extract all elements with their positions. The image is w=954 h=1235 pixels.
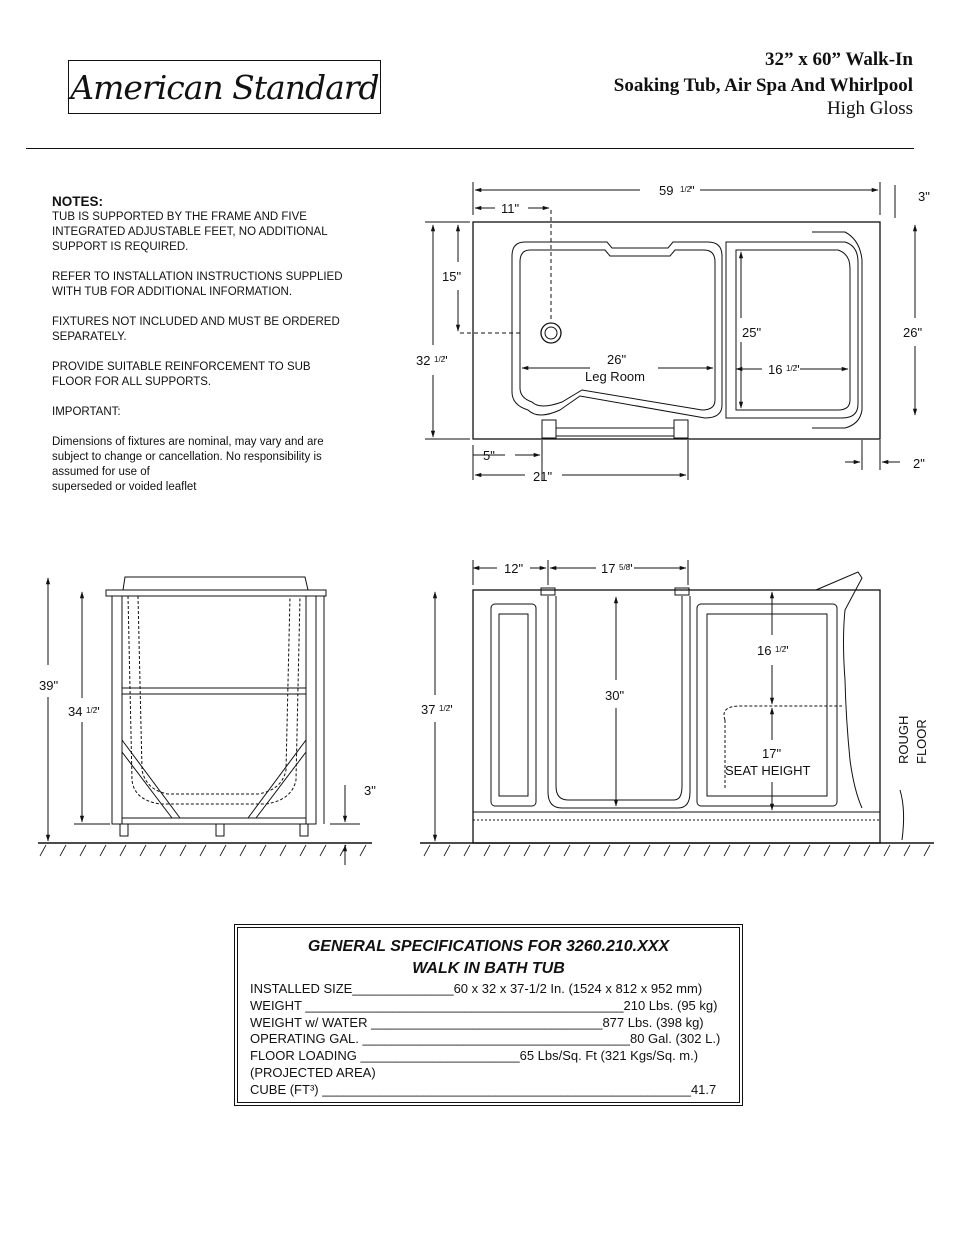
spec-title-line1: GENERAL SPECIFICATIONS FOR 3260.210.XXX xyxy=(307,938,670,955)
spec-fill: ____________________________________________ xyxy=(305,998,624,1013)
spec-value: 80 Gal. (302 L.) xyxy=(629,1031,721,1046)
spec-value: 41.7 xyxy=(690,1082,717,1097)
spec-fill: ___________________________________________________ xyxy=(322,1082,691,1097)
spec-fill: ______________________ xyxy=(360,1048,520,1063)
dim-overall-length: 59 xyxy=(659,183,674,198)
spec-row xyxy=(250,1082,716,1097)
dim-leg-room: 26" xyxy=(607,352,627,367)
dim-door-height: 30" xyxy=(605,688,625,703)
spec-value: 877 Lbs. (398 kg) xyxy=(602,1015,704,1030)
spec-title-line2: WALK IN BATH TUB xyxy=(412,960,565,977)
dim-door-offset: 5" xyxy=(483,448,495,463)
product-title-line2: Soaking Tub, Air Spa And Whirlpool xyxy=(613,75,913,96)
spec-row xyxy=(250,1065,376,1080)
dim-height-rim-frac: 1/2 xyxy=(86,706,98,715)
spec-value: 65 Lbs/Sq. Ft (321 Kgs/Sq. m.) xyxy=(519,1048,699,1063)
spec-label: WEIGHT w/ WATER xyxy=(250,1015,372,1030)
spec-value: 60 x 32 x 37-1/2 In. (1524 x 812 x 952 mm) xyxy=(453,981,703,996)
end-view xyxy=(38,577,372,865)
spec-label: FLOOR LOADING xyxy=(250,1048,361,1063)
plan-view xyxy=(425,182,915,480)
dim-height-rim: 34 xyxy=(68,704,83,719)
product-title-line1: 32” x 60” Walk-In xyxy=(765,49,913,70)
front-view xyxy=(420,560,934,856)
spec-row xyxy=(250,1015,704,1030)
note-item: IMPORTANT: xyxy=(52,406,121,418)
dim-door-opening: 17 xyxy=(601,561,616,576)
dim-seat-depth: 25" xyxy=(742,325,762,340)
spec-label: CUBE (FT³) xyxy=(250,1082,323,1097)
dim-total-height-frac: 1/2 xyxy=(439,704,451,713)
note-item: FIXTURES NOT INCLUDED AND MUST BE ORDERED SEPARATELY. xyxy=(52,316,340,343)
spec-inner-border xyxy=(237,927,740,1103)
inch-mark: " xyxy=(95,704,100,719)
spec-label: INSTALLED SIZE xyxy=(250,981,353,996)
dim-drain-offset: 15" xyxy=(442,269,462,284)
rough-floor-label-1: ROUGH xyxy=(896,715,911,764)
dim-overall-width-frac: 1/2 xyxy=(434,355,446,364)
dim-seat-to-top: 16 xyxy=(757,643,772,658)
inch-mark: " xyxy=(690,183,695,198)
seat-height-label: SEAT HEIGHT xyxy=(725,763,811,778)
dim-left-offset: 11" xyxy=(501,201,520,216)
spec-row xyxy=(250,1048,698,1063)
dim-inner-width: 26" xyxy=(903,325,923,340)
spec-fill: ______________ xyxy=(352,981,454,996)
dim-height-total: 39" xyxy=(39,678,59,693)
rough-floor-label-2: FLOOR xyxy=(914,719,929,764)
note-item: REFER TO INSTALLATION INSTRUCTIONS SUPPLIED WITH TUB FOR ADDITIONAL INFORMATION. xyxy=(52,271,343,298)
spec-row xyxy=(250,1031,720,1046)
note-item: Dimensions of fixtures are nominal, may vary and are subject to change or cancellation. No responsibility is assumed for use of superseded or voided leaflet xyxy=(52,436,324,493)
leg-room-label: Leg Room xyxy=(585,369,645,384)
spec-label: (PROJECTED AREA) xyxy=(250,1065,376,1080)
dim-seat-height: 17" xyxy=(762,746,782,761)
notes-heading: NOTES: xyxy=(52,194,104,209)
end-view-labels xyxy=(39,678,376,798)
spec-row xyxy=(250,998,717,1013)
dim-right-offset: 3" xyxy=(918,189,930,204)
dim-overall-length-frac: 1/2 xyxy=(680,185,692,194)
inch-mark: " xyxy=(784,643,789,658)
dim-seat-width: 16 xyxy=(768,362,783,377)
dim-panel-width: 12" xyxy=(504,561,524,576)
dim-door-opening-frac: 5/8 xyxy=(619,563,631,572)
spec-fill: _____________________________________ xyxy=(362,1031,630,1046)
dim-seat-width-frac: 1/2 xyxy=(786,364,798,373)
spec-label: OPERATING GAL. xyxy=(250,1031,363,1046)
dim-floor-clearance: 3" xyxy=(364,783,376,798)
spec-fill: ________________________________ xyxy=(371,1015,603,1030)
dim-right-gap: 2" xyxy=(913,456,925,471)
spec-label: WEIGHT xyxy=(250,998,306,1013)
dim-total-height: 37 xyxy=(421,702,436,717)
dim-door-width: 21" xyxy=(533,469,553,484)
dim-seat-to-top-frac: 1/2 xyxy=(775,645,787,654)
brand-logo-text: American Standard xyxy=(70,67,379,107)
general-specifications-box xyxy=(234,924,743,1106)
spec-row xyxy=(250,981,702,996)
note-item: TUB IS SUPPORTED BY THE FRAME AND FIVE INTEGRATED ADJUSTABLE FEET, NO ADDITIONAL SUPPORT IS REQUIRED. xyxy=(52,211,328,253)
inch-mark: " xyxy=(628,561,633,576)
inch-mark: " xyxy=(448,702,453,717)
spec-value: 210 Lbs. (95 kg) xyxy=(623,998,718,1013)
inch-mark: " xyxy=(443,353,448,368)
product-finish: High Gloss xyxy=(826,98,913,119)
inch-mark: " xyxy=(795,362,800,377)
dim-overall-width: 32 xyxy=(416,353,431,368)
note-item: PROVIDE SUITABLE REINFORCEMENT TO SUB FLOOR FOR ALL SUPPORTS. xyxy=(52,361,311,388)
